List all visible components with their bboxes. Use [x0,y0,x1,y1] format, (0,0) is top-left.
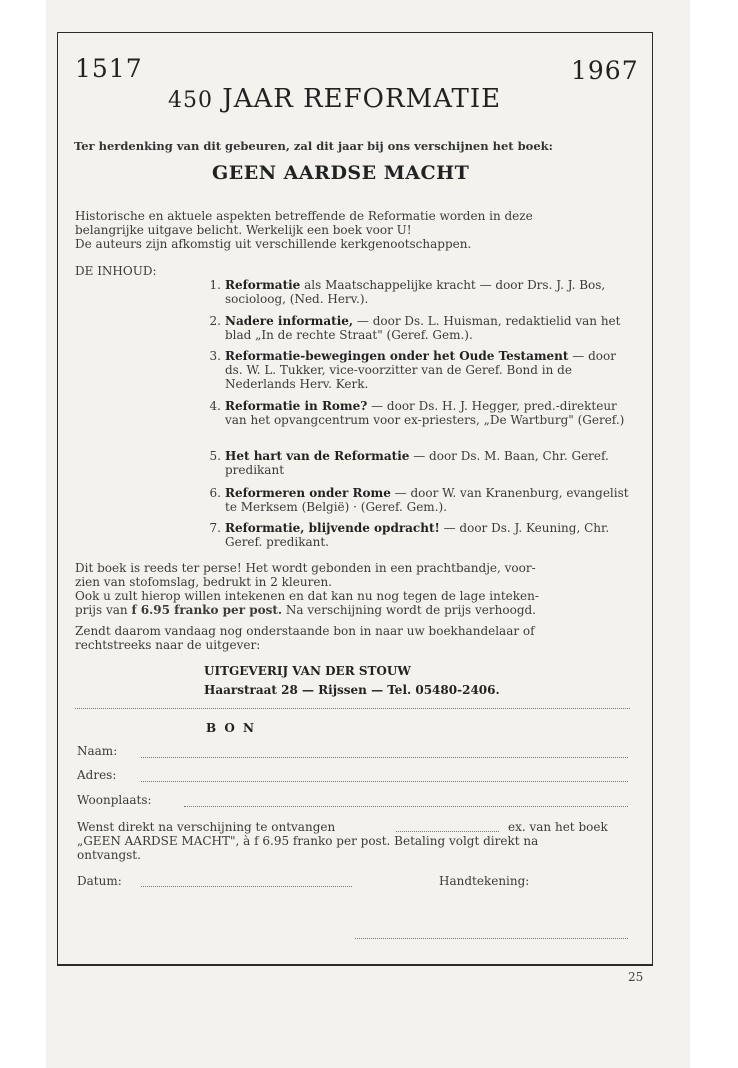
year-right: 1967 [571,56,639,85]
adres-label: Adres: [77,768,117,782]
announcement: Ter herdenking van dit gebeuren, zal dit jaar bij ons verschijnen het boek: [74,139,553,153]
handtekening-label: Handtekening: [439,874,530,888]
adres-field[interactable] [141,781,628,782]
item-number: 3. [209,349,221,363]
price-suffix: Na verschijning wordt de prijs verhoogd. [282,603,536,617]
item-title: Reformatie [225,278,301,292]
body-p1-line-1: Dit boek is reeds ter perse! Het wordt gebonden in een prachtbandje, voor- [75,561,536,575]
item-number: 5. [209,449,221,463]
item-title: Het hart van de Reformatie [225,449,410,463]
woonplaats-label: Woonplaats: [77,793,152,807]
body-p3-line-2: rechtstreeks naar de uitgever: [75,638,261,652]
title-number: 450 [168,88,213,113]
price: f 6.95 franko per post. [131,603,283,617]
order-line-1 [77,820,335,834]
item-detail: als Maatschappelijke kracht — door Drs. J. J. Bos, socioloog, (Ned. Herv.). [225,278,606,306]
item-title: Nadere informatie, [225,314,354,328]
form-heading: B O N [206,721,256,735]
order-line-1-end: ex. van het boek [508,820,608,834]
item-detail: — door ds. W. L. Tukker, vice-voorzitter van de Geref. Bond in de Nederlands Herv. Kerk. [225,349,616,391]
order-line-3: ontvangst. [77,848,141,862]
item-number: 4. [209,399,221,413]
body-p3-line-1: Zendt daarom vandaag nog onderstaande bon in naar uw boekhandelaar of [75,624,535,638]
item-title: Reformatie, blijvende opdracht! [225,521,440,535]
order-line-2: „GEEN AARDSE MACHT", à f 6.95 franko per post. Betaling volgt direkt na [77,834,539,848]
item-number: 1. [209,278,221,292]
item-title: Reformatie in Rome? [225,399,368,413]
title-text: JAAR REFORMATIE [222,84,502,114]
item-detail: — door Ds. H. J. Hegger, pred.-direkteur van het opvangcentrum voor ex-priesters, „De Wartburg" (Geref.) [225,399,625,427]
publisher-name: UITGEVERIJ VAN DER STOUW [204,664,411,678]
naam-field[interactable] [141,757,628,758]
quantity-field[interactable] [396,831,499,832]
order-text: Wenst direkt na verschijning te ontvangen [77,820,336,834]
item-detail: — door Ds. M. Baan, Chr. Geref. predikant [225,449,609,477]
item-number: 6. [209,486,221,500]
naam-label: Naam: [77,744,118,758]
cut-line [75,708,630,709]
item-detail: — door W. van Kranenburg, evangelist te Merksem (België) · (Geref. Gem.). [225,486,629,514]
body-p1-line-2: zien van stofomslag, bedrukt in 2 kleuren. [75,575,332,589]
item-number: 2. [209,314,221,328]
page-title [168,84,501,114]
signature-field[interactable] [355,938,628,939]
item-detail: — door Ds. J. Keuning, Chr. Geref. predikant. [225,521,610,549]
intro-line-2: belangrijke uitgave belicht. Werkelijk een boek voor U! [75,223,412,237]
woonplaats-field[interactable] [184,806,628,807]
item-title: Reformeren onder Rome [225,486,391,500]
item-detail: — door Ds. L. Huisman, redaktielid van het blad „In de rechte Straat" (Geref. Gem.). [225,314,621,342]
intro-line-1: Historische en aktuele aspekten betreffende de Reformatie worden in deze [75,209,533,223]
body-p2-line-2 [75,603,536,617]
datum-field[interactable] [141,886,352,887]
contents-label: DE INHOUD: [75,264,157,278]
book-title: GEEN AARDSE MACHT [212,162,470,184]
body-p2-line-1: Ook u zult hierop willen intekenen en dat kan nu nog tegen de lage inteken- [75,589,539,603]
item-number: 7. [209,521,221,535]
page-number: 25 [628,970,644,984]
price-prefix: prijs van [75,603,132,617]
intro-line-3: De auteurs zijn afkomstig uit verschillende kerkgenootschappen. [75,237,472,251]
item-title: Reformatie-bewegingen onder het Oude Testament [225,349,569,363]
datum-label: Datum: [77,874,122,888]
publisher-address: Haarstraat 28 — Rijssen — Tel. 05480-2406. [204,683,500,697]
year-left: 1517 [75,54,143,83]
